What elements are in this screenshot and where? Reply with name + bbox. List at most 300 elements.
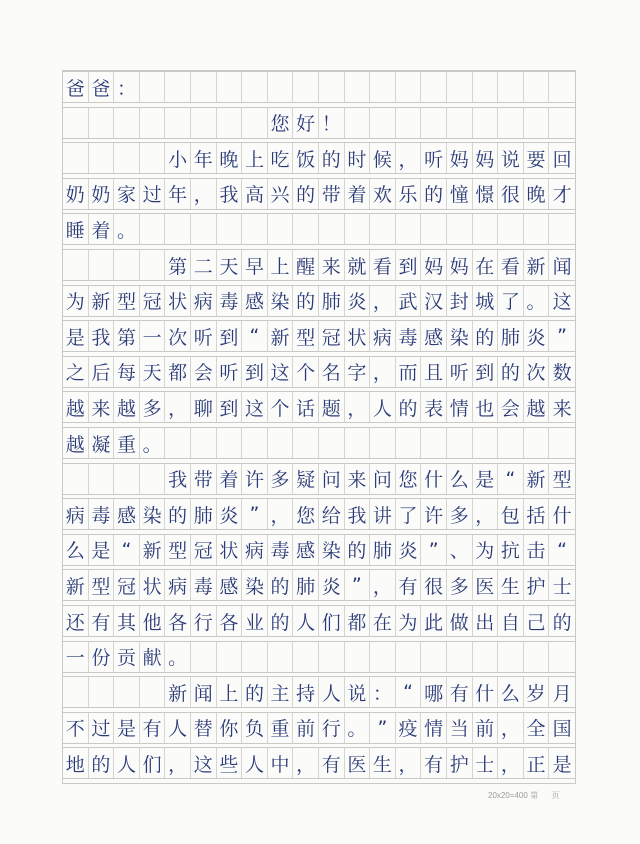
grid-cell: 家 [114, 179, 140, 209]
grid-cell: 天 [217, 250, 243, 280]
grid-cell [524, 428, 550, 458]
grid-cell: 闻 [191, 677, 217, 707]
grid-cell [293, 72, 319, 102]
grid-cell: 行 [191, 606, 217, 636]
grid-cell [114, 677, 140, 707]
grid-cell: 第 [165, 250, 191, 280]
grid-cell: 感 [293, 535, 319, 565]
grid-cell [293, 642, 319, 672]
grid-cell: 名 [319, 357, 345, 387]
grid-cell: ， [396, 143, 422, 173]
grid-cell: 每 [114, 357, 140, 387]
grid-cell [140, 677, 166, 707]
grid-cell: 为 [63, 286, 89, 316]
grid-cell: 越 [63, 428, 89, 458]
grid-cell: 状 [165, 286, 191, 316]
grid-cell: 是 [552, 753, 572, 776]
grid-cell: ” [421, 535, 447, 565]
grid-cell [498, 642, 524, 672]
grid-cell: 疑 [293, 464, 319, 494]
grid-cell: 新 [524, 250, 550, 280]
grid-cell [89, 108, 115, 138]
grid-cell: 饭 [293, 143, 319, 173]
grid-cell [89, 677, 115, 707]
grid-cell: 问 [370, 464, 396, 494]
grid-row [63, 676, 575, 708]
grid-row [63, 498, 575, 530]
grid-cell: 着 [345, 179, 371, 209]
grid-cell: “ [557, 538, 567, 561]
grid-cell: 些 [217, 748, 243, 778]
grid-cell: 型 [114, 286, 140, 316]
grid-cell: ： [114, 72, 140, 102]
grid-cell: 的 [396, 392, 422, 422]
grid-cell [498, 214, 524, 244]
grid-cell: ， [293, 748, 319, 778]
grid-cell: ： [370, 677, 396, 707]
grid-cell: 过 [140, 179, 166, 209]
grid-cell: 肺 [370, 535, 396, 565]
grid-cell: 妈 [473, 143, 499, 173]
grid-cell [447, 214, 473, 244]
grid-cell: 护 [524, 570, 550, 600]
grid-cell: 国 [552, 718, 572, 741]
grid-cell: 个 [268, 392, 294, 422]
grid-cell: 份 [89, 642, 115, 672]
grid-cell [549, 642, 575, 672]
grid-cell: 着 [89, 214, 115, 244]
grid-cell: 的 [319, 143, 345, 173]
grid-cell [217, 108, 243, 138]
grid-cell: 炎 [217, 499, 243, 529]
grid-cell [498, 108, 524, 138]
grid-cell [370, 72, 396, 102]
grid-cell: 士 [552, 575, 572, 598]
grid-cell [370, 214, 396, 244]
grid-cell: 第 [114, 321, 140, 351]
grid-cell [165, 108, 191, 138]
grid-cell [396, 428, 422, 458]
grid-row [63, 356, 575, 388]
grid-cell: 时 [345, 143, 371, 173]
grid-cell: 岁 [524, 677, 550, 707]
grid-cell: 的 [268, 606, 294, 636]
grid-cell [447, 428, 473, 458]
grid-cell: 肺 [293, 570, 319, 600]
grid-cell: 听 [447, 357, 473, 387]
grid-cell: 这 [552, 291, 572, 314]
grid-cell: 新 [268, 321, 294, 351]
grid-cell: 生 [370, 748, 396, 778]
grid-cell: 而 [396, 357, 422, 387]
grid-cell: 上 [217, 677, 243, 707]
grid-row [63, 71, 575, 103]
grid-cell [473, 642, 499, 672]
grid-cell [242, 642, 268, 672]
grid-cell: 才 [552, 184, 572, 207]
grid-cell: 哪 [421, 677, 447, 707]
grid-cell [447, 642, 473, 672]
grid-cell: 疫 [396, 713, 422, 743]
grid-cell: 憬 [473, 179, 499, 209]
grid-cell: 的 [345, 535, 371, 565]
grid-cell: 病 [370, 321, 396, 351]
grid-cell [319, 214, 345, 244]
grid-cell: 憧 [447, 179, 473, 209]
grid-cell: 前 [473, 713, 499, 743]
grid-cell [421, 428, 447, 458]
grid-cell: 也 [473, 392, 499, 422]
grid-cell: 听 [217, 357, 243, 387]
grid-cell: 高 [242, 179, 268, 209]
grid-cell: 状 [217, 535, 243, 565]
grid-cell [191, 72, 217, 102]
grid-cell: 到 [396, 250, 422, 280]
grid-cell: ， [165, 748, 191, 778]
grid-cell [165, 428, 191, 458]
grid-cell: 他 [140, 606, 166, 636]
grid-cell [345, 642, 371, 672]
grid-cell: 封 [447, 286, 473, 316]
grid-cell: 己 [524, 606, 550, 636]
grid-cell: 其 [114, 606, 140, 636]
grid-cell: 是 [63, 321, 89, 351]
grid-cell: 。 [345, 713, 371, 743]
grid-cell [140, 108, 166, 138]
grid-cell: 表 [421, 392, 447, 422]
grid-cell: 包 [498, 499, 524, 529]
grid-cell: 。 [140, 428, 166, 458]
grid-cell: 不 [63, 713, 89, 743]
grid-cell: 新 [89, 286, 115, 316]
grid-cell: 出 [473, 606, 499, 636]
grid-cell: 们 [140, 748, 166, 778]
grid-cell: 有 [140, 713, 166, 743]
grid-cell [63, 143, 89, 173]
grid-cell: 毒 [89, 499, 115, 529]
grid-cell [63, 250, 89, 280]
grid-cell: 感 [421, 321, 447, 351]
grid-cell: 说 [498, 143, 524, 173]
grid-cell: 一 [63, 642, 89, 672]
grid-cell: 各 [165, 606, 191, 636]
grid-cell: 负 [242, 713, 268, 743]
grid-cell: 么 [447, 464, 473, 494]
grid-cell: 有 [421, 748, 447, 778]
grid-cell: ， [165, 392, 191, 422]
grid-cell: “ [396, 677, 422, 707]
grid-cell: 很 [421, 570, 447, 600]
grid-cell: 击 [524, 535, 550, 565]
grid-cell: 候 [370, 143, 396, 173]
grid-cell: 们 [319, 606, 345, 636]
grid-cell: 肺 [191, 499, 217, 529]
grid-cell: 乐 [396, 179, 422, 209]
grid-cell [63, 108, 89, 138]
grid-cell: 奶 [63, 179, 89, 209]
grid-cell [191, 642, 217, 672]
grid-cell [370, 108, 396, 138]
grid-cell: 毒 [268, 535, 294, 565]
grid-cell: 过 [89, 713, 115, 743]
grid-cell: 各 [217, 606, 243, 636]
grid-cell: 此 [421, 606, 447, 636]
grid-cell [140, 464, 166, 494]
grid-cell: 的 [165, 499, 191, 529]
grid-row [63, 569, 575, 601]
grid-cell: 听 [191, 321, 217, 351]
grid-cell: 要 [524, 143, 550, 173]
grid-cell: 越 [114, 392, 140, 422]
grid-cell [242, 214, 268, 244]
grid-cell [89, 464, 115, 494]
grid-cell [217, 428, 243, 458]
grid-cell: 上 [268, 250, 294, 280]
grid-cell [242, 428, 268, 458]
grid-cell [293, 428, 319, 458]
grid-cell: 到 [473, 357, 499, 387]
grid-row [63, 285, 575, 317]
grid-cell: 吃 [268, 143, 294, 173]
grid-cell [268, 428, 294, 458]
grid-cell: 毒 [217, 286, 243, 316]
grid-row [63, 605, 575, 637]
grid-cell: 染 [140, 499, 166, 529]
grid-cell: 型 [165, 535, 191, 565]
grid-cell: 新 [165, 677, 191, 707]
grid-cell: ” [242, 499, 268, 529]
grid-cell [191, 108, 217, 138]
grid-cell: 有 [396, 570, 422, 600]
grid-cell: 听 [421, 143, 447, 173]
grid-cell: 生 [498, 570, 524, 600]
grid-row [63, 427, 575, 459]
grid-cell: 到 [217, 321, 243, 351]
grid-cell [89, 143, 115, 173]
grid-cell: 情 [421, 713, 447, 743]
grid-cell: 在 [473, 250, 499, 280]
grid-cell: ！ [319, 108, 345, 138]
grid-cell: 多 [447, 570, 473, 600]
grid-cell: 地 [63, 748, 89, 778]
grid-cell: 晚 [524, 179, 550, 209]
grid-cell: 肺 [319, 286, 345, 316]
grid-cell: 当 [447, 713, 473, 743]
grid-cell: 什 [473, 677, 499, 707]
grid-cell: “ [498, 464, 524, 494]
grid-cell [319, 642, 345, 672]
grid-cell: 医 [473, 570, 499, 600]
grid-cell: 看 [370, 250, 396, 280]
grid-cell: 个 [293, 357, 319, 387]
grid-cell [140, 250, 166, 280]
grid-cell: ， [191, 179, 217, 209]
grid-cell: 给 [319, 499, 345, 529]
grid-cell: 数 [552, 362, 572, 385]
grid-cell: 这 [242, 392, 268, 422]
grid-cell: 就 [345, 250, 371, 280]
grid-cell: 爸 [89, 72, 115, 102]
grid-cell [319, 428, 345, 458]
grid-cell: 人 [319, 677, 345, 707]
grid-cell: 之 [63, 357, 89, 387]
grid-cell: 汉 [421, 286, 447, 316]
grid-cell [293, 214, 319, 244]
grid-cell: 有 [319, 748, 345, 778]
grid-cell: 状 [345, 321, 371, 351]
grid-cell: 感 [217, 570, 243, 600]
grid-cell: 你 [217, 713, 243, 743]
grid-cell [447, 108, 473, 138]
grid-cell [421, 72, 447, 102]
grid-cell: ， [473, 499, 499, 529]
grid-cell: 新 [524, 464, 550, 494]
grid-cell [396, 72, 422, 102]
grid-cell: 带 [191, 464, 217, 494]
grid-cell: 抗 [498, 535, 524, 565]
grid-cell: ， [396, 748, 422, 778]
grid-cell: 主 [268, 677, 294, 707]
grid-cell: 。 [114, 214, 140, 244]
grid-cell [447, 72, 473, 102]
grid-cell [191, 214, 217, 244]
grid-cell: 您 [293, 499, 319, 529]
grid-cell: 了 [498, 286, 524, 316]
grid-cell: 是 [473, 464, 499, 494]
grid-cell: 武 [396, 286, 422, 316]
page-prefix: 第 [530, 791, 539, 800]
grid-cell [114, 464, 140, 494]
grid-cell: 炎 [396, 535, 422, 565]
grid-cell: 次 [165, 321, 191, 351]
grid-cell: 病 [63, 499, 89, 529]
grid-cell: 这 [268, 357, 294, 387]
grid-cell: 人 [293, 606, 319, 636]
grid-cell: 病 [191, 286, 217, 316]
grid-cell: 炎 [524, 321, 550, 351]
grid-cell: ， [498, 748, 524, 778]
grid-cell: 中 [268, 748, 294, 778]
grid-cell: 后 [89, 357, 115, 387]
grid-cell [217, 214, 243, 244]
grid-cell: 我 [217, 179, 243, 209]
grid-cell: 人 [114, 748, 140, 778]
grid-cell: 染 [319, 535, 345, 565]
grid-cell [165, 72, 191, 102]
grid-row [63, 249, 575, 281]
grid-cell: 城 [473, 286, 499, 316]
grid-cell: 。 [524, 286, 550, 316]
grid-cell: 么 [498, 677, 524, 707]
grid-cell [473, 72, 499, 102]
grid-cell [549, 214, 575, 244]
grid-cell: 贡 [114, 642, 140, 672]
grid-cell: 持 [293, 677, 319, 707]
grid-cell: 我 [89, 321, 115, 351]
grid-cell: 讲 [370, 499, 396, 529]
grid-cell: 感 [242, 286, 268, 316]
grid-cell: 天 [140, 357, 166, 387]
grid-cell: 士 [473, 748, 499, 778]
grid-cell: 冠 [191, 535, 217, 565]
grid-cell: 病 [242, 535, 268, 565]
grid-row [63, 391, 575, 423]
grid-row [63, 712, 575, 744]
grid-cell: ” [557, 325, 567, 348]
grid-cell: 都 [345, 606, 371, 636]
grid-cell: 多 [140, 392, 166, 422]
grid-cell: 都 [165, 357, 191, 387]
grid-cell: 越 [524, 392, 550, 422]
grid-cell [498, 428, 524, 458]
grid-cell [140, 72, 166, 102]
grid-cell: 一 [140, 321, 166, 351]
page-suffix: 页 [551, 791, 560, 800]
grid-cell: 看 [498, 250, 524, 280]
grid-cell: 染 [242, 570, 268, 600]
grid-cell: “ [114, 535, 140, 565]
grid-cell: 的 [89, 748, 115, 778]
grid-cell [165, 214, 191, 244]
grid-cell: 话 [293, 392, 319, 422]
grid-row [63, 213, 575, 245]
grid-cell: 炎 [345, 286, 371, 316]
grid-cell [396, 642, 422, 672]
grid-row [63, 320, 575, 352]
grid-cell: 么 [63, 535, 89, 565]
grid-cell: 次 [524, 357, 550, 387]
grid-cell: 聊 [191, 392, 217, 422]
grid-row [63, 142, 575, 174]
grid-cell: 炎 [319, 570, 345, 600]
grid-cell [524, 72, 550, 102]
grid-cell: 冠 [114, 570, 140, 600]
grid-cell: 正 [524, 748, 550, 778]
grid-cell [421, 108, 447, 138]
grid-cell: ， [370, 570, 396, 600]
grid-cell: 染 [268, 286, 294, 316]
grid-cell: 凝 [89, 428, 115, 458]
grid-cell: 的 [268, 570, 294, 600]
grid-cell: 晚 [217, 143, 243, 173]
grid-cell: 病 [165, 570, 191, 600]
grid-cell: 越 [63, 392, 89, 422]
grid-cell [396, 214, 422, 244]
grid-row [63, 107, 575, 139]
grid-cell: 括 [524, 499, 550, 529]
grid-cell: 许 [421, 499, 447, 529]
grid-cell [140, 143, 166, 173]
grid-cell [524, 108, 550, 138]
grid-cell: 为 [473, 535, 499, 565]
grid-cell: 染 [447, 321, 473, 351]
grid-cell: 。 [165, 642, 191, 672]
grid-cell: ” [370, 713, 396, 743]
writing-grid [62, 70, 576, 784]
grid-cell: 您 [396, 464, 422, 494]
grid-cell [268, 72, 294, 102]
grid-cell: 的 [552, 611, 572, 634]
grid-cell: 情 [447, 392, 473, 422]
grid-cell: 的 [421, 179, 447, 209]
grid-cell: 奶 [89, 179, 115, 209]
grid-cell: 很 [498, 179, 524, 209]
grid-cell: 为 [396, 606, 422, 636]
grid-cell: 全 [524, 713, 550, 743]
grid-cell: 问 [319, 464, 345, 494]
grid-cell: 有 [89, 606, 115, 636]
grid-cell [345, 108, 371, 138]
